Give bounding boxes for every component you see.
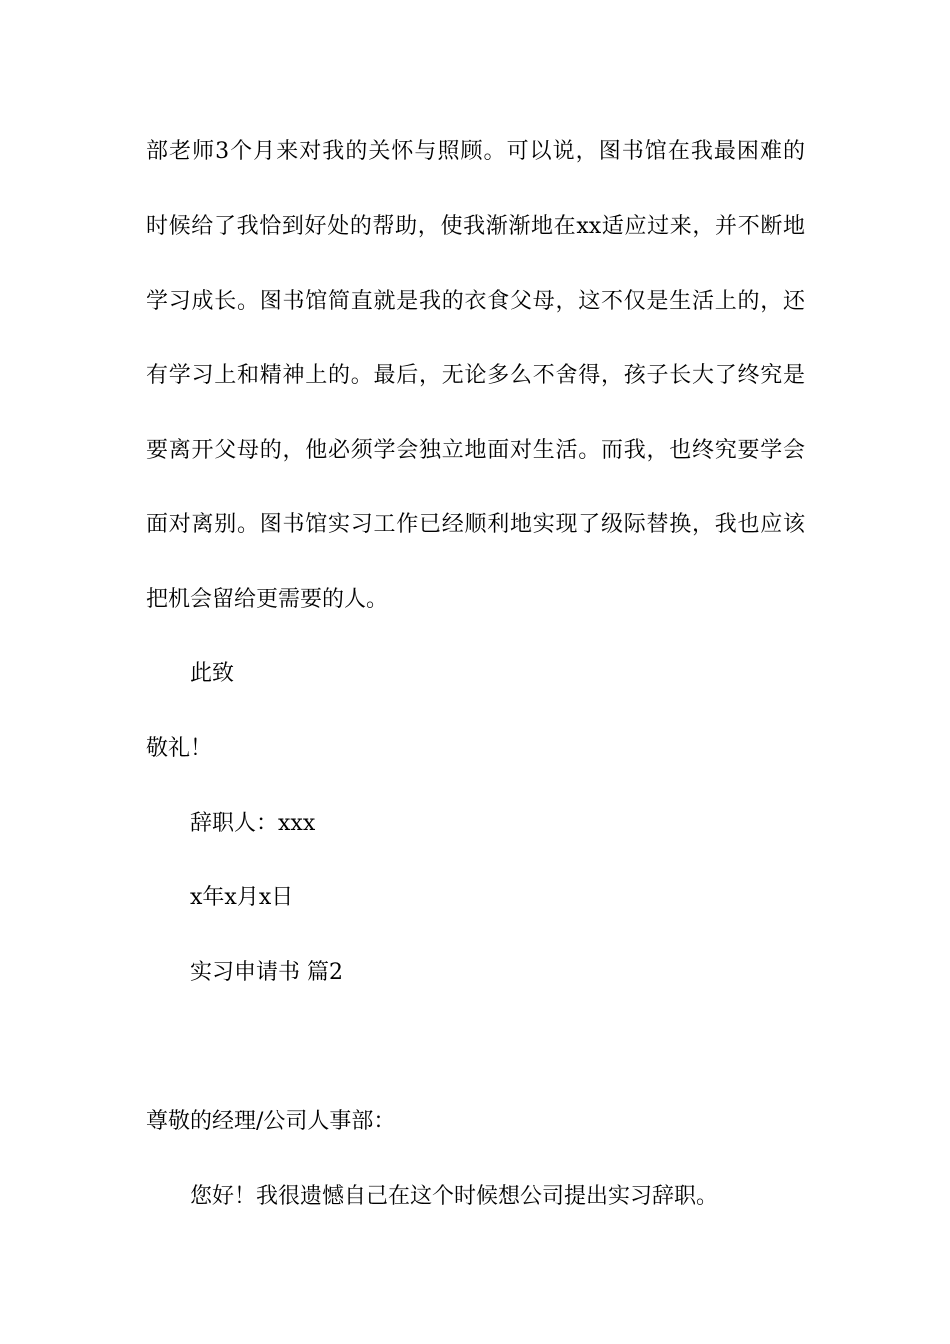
date-line: x年x月x日: [190, 885, 294, 910]
paragraph-line: 学习成长。图书馆简直就是我的衣食父母，这不仅是生活上的，还: [146, 289, 805, 314]
paragraph-line: 面对离别。图书馆实习工作已经顺利地实现了级际替换，我也应该: [146, 512, 805, 537]
section-title: 实习申请书 篇2: [190, 960, 343, 985]
paragraph-line: 时候给了我恰到好处的帮助，使我渐渐地在xx适应过来，并不断地: [146, 214, 805, 239]
letter-greeting: 尊敬的经理/公司人事部：: [146, 1109, 396, 1134]
letter-opening: 您好！我很遗憾自己在这个时候想公司提出实习辞职。: [190, 1184, 719, 1209]
closing-salutation: 此致: [190, 661, 235, 686]
paragraph-line: 要离开父母的，他必须学会独立地面对生活。而我，也终究要学会: [146, 438, 805, 463]
paragraph-line: 有学习上和精神上的。最后，无论多么不舍得，孩子长大了终究是: [146, 363, 805, 388]
signer-line: 辞职人：xxx: [190, 811, 316, 836]
paragraph-line: 把机会留给更需要的人。: [146, 587, 389, 612]
paragraph-line: 部老师3个月来对我的关怀与照顾。可以说，图书馆在我最困难的: [146, 139, 805, 164]
closing-regards: 敬礼！: [146, 736, 213, 761]
